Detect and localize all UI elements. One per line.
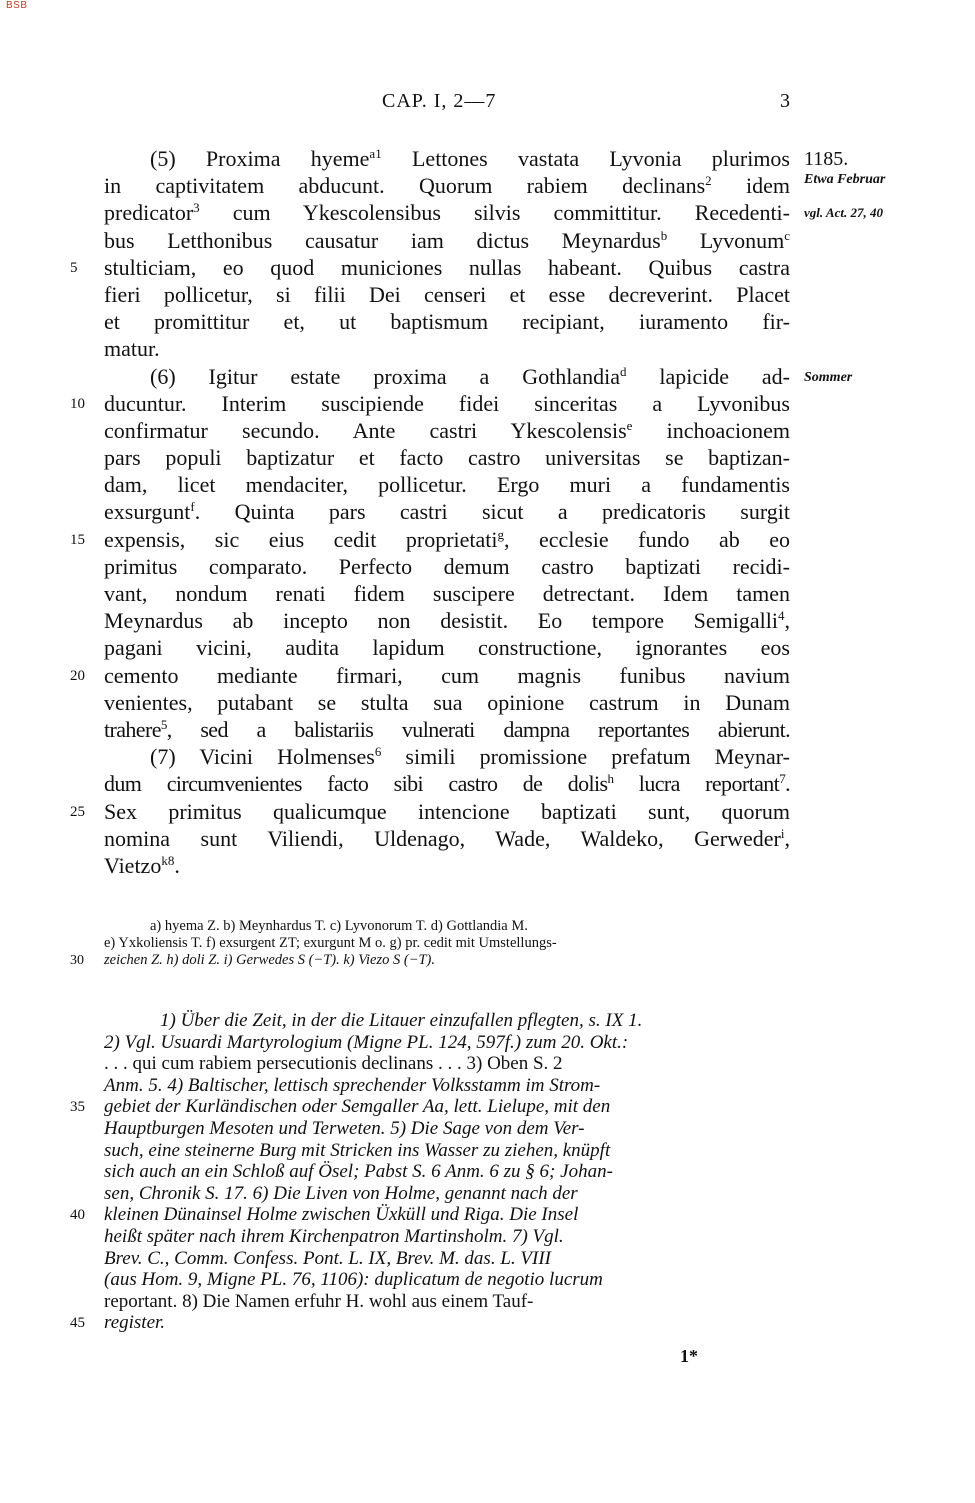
line-number: 25 — [70, 803, 85, 820]
footnote-line: 35 gebiet der Kurländischen oder Semgaller Aa, lett. Lielupe, mit den — [70, 1096, 611, 1118]
line-number: 5 — [70, 259, 78, 276]
footnotes — [70, 1010, 790, 1334]
text-line: (7) Vicini Holmenses$^6$ simili promissione prefatum Meynar- — [150, 744, 790, 770]
critical-apparatus — [70, 918, 790, 969]
line-number: 45 — [70, 1315, 85, 1332]
footnote-line: Hauptburgen Mesoten und Terweten. 5) Die Sage von dem Ver- — [104, 1117, 585, 1139]
footnote-line: Brev. C., Comm. Confess. Pont. L. IX, Brev. M. das. L. VIII — [104, 1247, 551, 1269]
text-line: (5) Proxima hyeme$^{a1}$ Lettones vastata Lyvonia plurimos — [150, 146, 790, 171]
text-line: pagani vicini, audita lapidum constructione, ignorantes eos — [104, 635, 790, 661]
text-line: trahere$^5$, sed a balistariis vulnerati dampna reportantes abierunt. — [104, 716, 790, 742]
text-line: 25 Sex primitus qualicumque intencione baptizati sunt, quorum — [104, 798, 790, 825]
footnote-line: sich auch an ein Schloß auf Ösel; Pabst S. 6 Anm. 6 zu § 6; Johan- — [104, 1161, 613, 1183]
footnote-line: sen, Chronik S. 17. 6) Die Liven von Holme, genannt nach der — [104, 1182, 578, 1204]
footnote-line: 2) Vgl. Usuardi Martyrologium (Migne PL. 124, 597f.) zum 20. Okt.: — [104, 1031, 629, 1053]
footnote-line: 45 register. — [70, 1312, 166, 1334]
line-number: 35 — [70, 1099, 85, 1116]
apparatus-line: 30 zeichen Z. h) doli Z. i) Gerwedes S (−T). k) Viezo S (−T). — [70, 952, 436, 968]
margin-year: 1185. — [804, 148, 849, 170]
text-line: confirmatur secundo. Ante castri Ykescolensis$^e$ inchoacionem — [104, 417, 790, 443]
text-line: vant, nondum renati fidem suscipere detrectant. Idem tamen — [104, 581, 790, 606]
text-line: in captivitatem abducunt. Quorum rabiem declinans$^2$ idem — [104, 173, 790, 199]
page-header — [104, 90, 790, 120]
line-number: 20 — [70, 667, 85, 684]
text-line: matur. — [104, 336, 160, 362]
text-line: 5 stulticiam, eo quod municiones nullas habeant. Quibus castra — [104, 254, 790, 281]
text-line: et promittitur et, ut baptismum recipiant, iuramento fir- — [104, 309, 790, 335]
text-line: 10 ducuntur. Interim suscipiende fidei sinceritas a Lyvonibus — [104, 390, 790, 417]
line-number: 40 — [70, 1207, 85, 1224]
text-line: 20 cemento mediante firmari, cum magnis funibus navium — [104, 662, 790, 689]
text-line: primitus comparato. Perfecto demum castro baptizati recidi- — [104, 553, 790, 579]
apparatus-line: e) Yxkoliensis T. f) exsurgent ZT; exurgunt M o. g) pr. cedit mit Umstellungs- — [104, 935, 557, 951]
text-line: (6) Igitur estate proxima a Gothlandia$^d$ lapicide ad- — [150, 363, 790, 389]
text-line: nomina sunt Viliendi, Uldenago, Wade, Waldeko, Gerweder$^i$, — [104, 825, 790, 851]
footnote-line: Anm. 5. 4) Baltischer, lettisch sprechender Volksstamm im Strom- — [104, 1074, 601, 1096]
text-line: predicator$^3$ cum Ykescolensibus silvis committitur. Recedenti- — [104, 200, 790, 226]
text-line: dum circumvenientes facto sibi castro de dolis$^h$ lucra reportant$^7$. — [104, 771, 790, 797]
text-line: 15 expensis, sic eius cedit proprietati$^g$, ecclesie fundo ab eo — [104, 526, 790, 553]
margin-note-reference: vgl. Act. 27, 40 — [804, 205, 883, 220]
footnote-line: reportant. 8) Die Namen erfuhr H. wohl aus einem Tauf- — [104, 1290, 534, 1312]
library-stamp: BSB — [6, 0, 28, 11]
text-line: Meynardus ab incepto non desistit. Eo tempore Semigalli$^4$, — [104, 608, 790, 634]
footnote-line: . . . qui cum rabiem persecutionis declinans . . . 3) Oben S. 2 — [104, 1053, 563, 1075]
text-line: Vietzo$^{k8}$. — [104, 852, 180, 878]
signature-mark: 1* — [680, 1346, 698, 1366]
text-line: pars populi baptizatur et facto castro universitas se baptizan- — [104, 445, 790, 471]
text-line: venientes, putabant se stulta sua opinione castrum in Dunam — [104, 689, 790, 715]
margin-note-season: Sommer — [804, 370, 853, 385]
margin-note-date: Etwa Februar — [804, 172, 886, 187]
footnote-line: 40 kleinen Dünainsel Holme zwischen Üxküll und Riga. Die Insel — [70, 1204, 579, 1226]
text-line: bus Letthonibus causatur iam dictus Meynardus$^b$ Lyvonum$^c$ — [104, 227, 790, 253]
footnote-line: heißt später nach ihrem Kirchenpatron Martinsholm. 7) Vgl. — [104, 1225, 564, 1247]
footnote-line: (aus Hom. 9, Migne PL. 76, 1106): duplicatum de negotio lucrum — [104, 1269, 603, 1291]
line-number: 10 — [70, 395, 85, 412]
main-text — [70, 145, 790, 879]
line-number: 15 — [70, 531, 85, 548]
text-line: dam, licet mendaciter, pollicetur. Ergo muri a fundamentis — [104, 472, 790, 498]
page-number: 3 — [780, 90, 790, 112]
text-line: exsurgunt$^f$. Quinta pars castri sicut a predicatoris surgit — [104, 499, 790, 525]
footnote-line: such, eine steinerne Burg mit Stricken ins Wasser zu ziehen, knüpft — [104, 1139, 611, 1161]
apparatus-line: a) hyema Z. b) Meynhardus T. c) Lyvonorum T. d) Gottlandia M. — [150, 918, 528, 934]
running-title: CAP. I, 2—7 — [382, 90, 497, 112]
line-number: 30 — [70, 953, 84, 968]
text-line: fieri pollicetur, si filii Dei censeri et esse decreverint. Placet — [104, 281, 790, 307]
footnote-line: 1) Über die Zeit, in der die Litauer einzufallen pflegten, s. IX 1. — [160, 1010, 643, 1031]
